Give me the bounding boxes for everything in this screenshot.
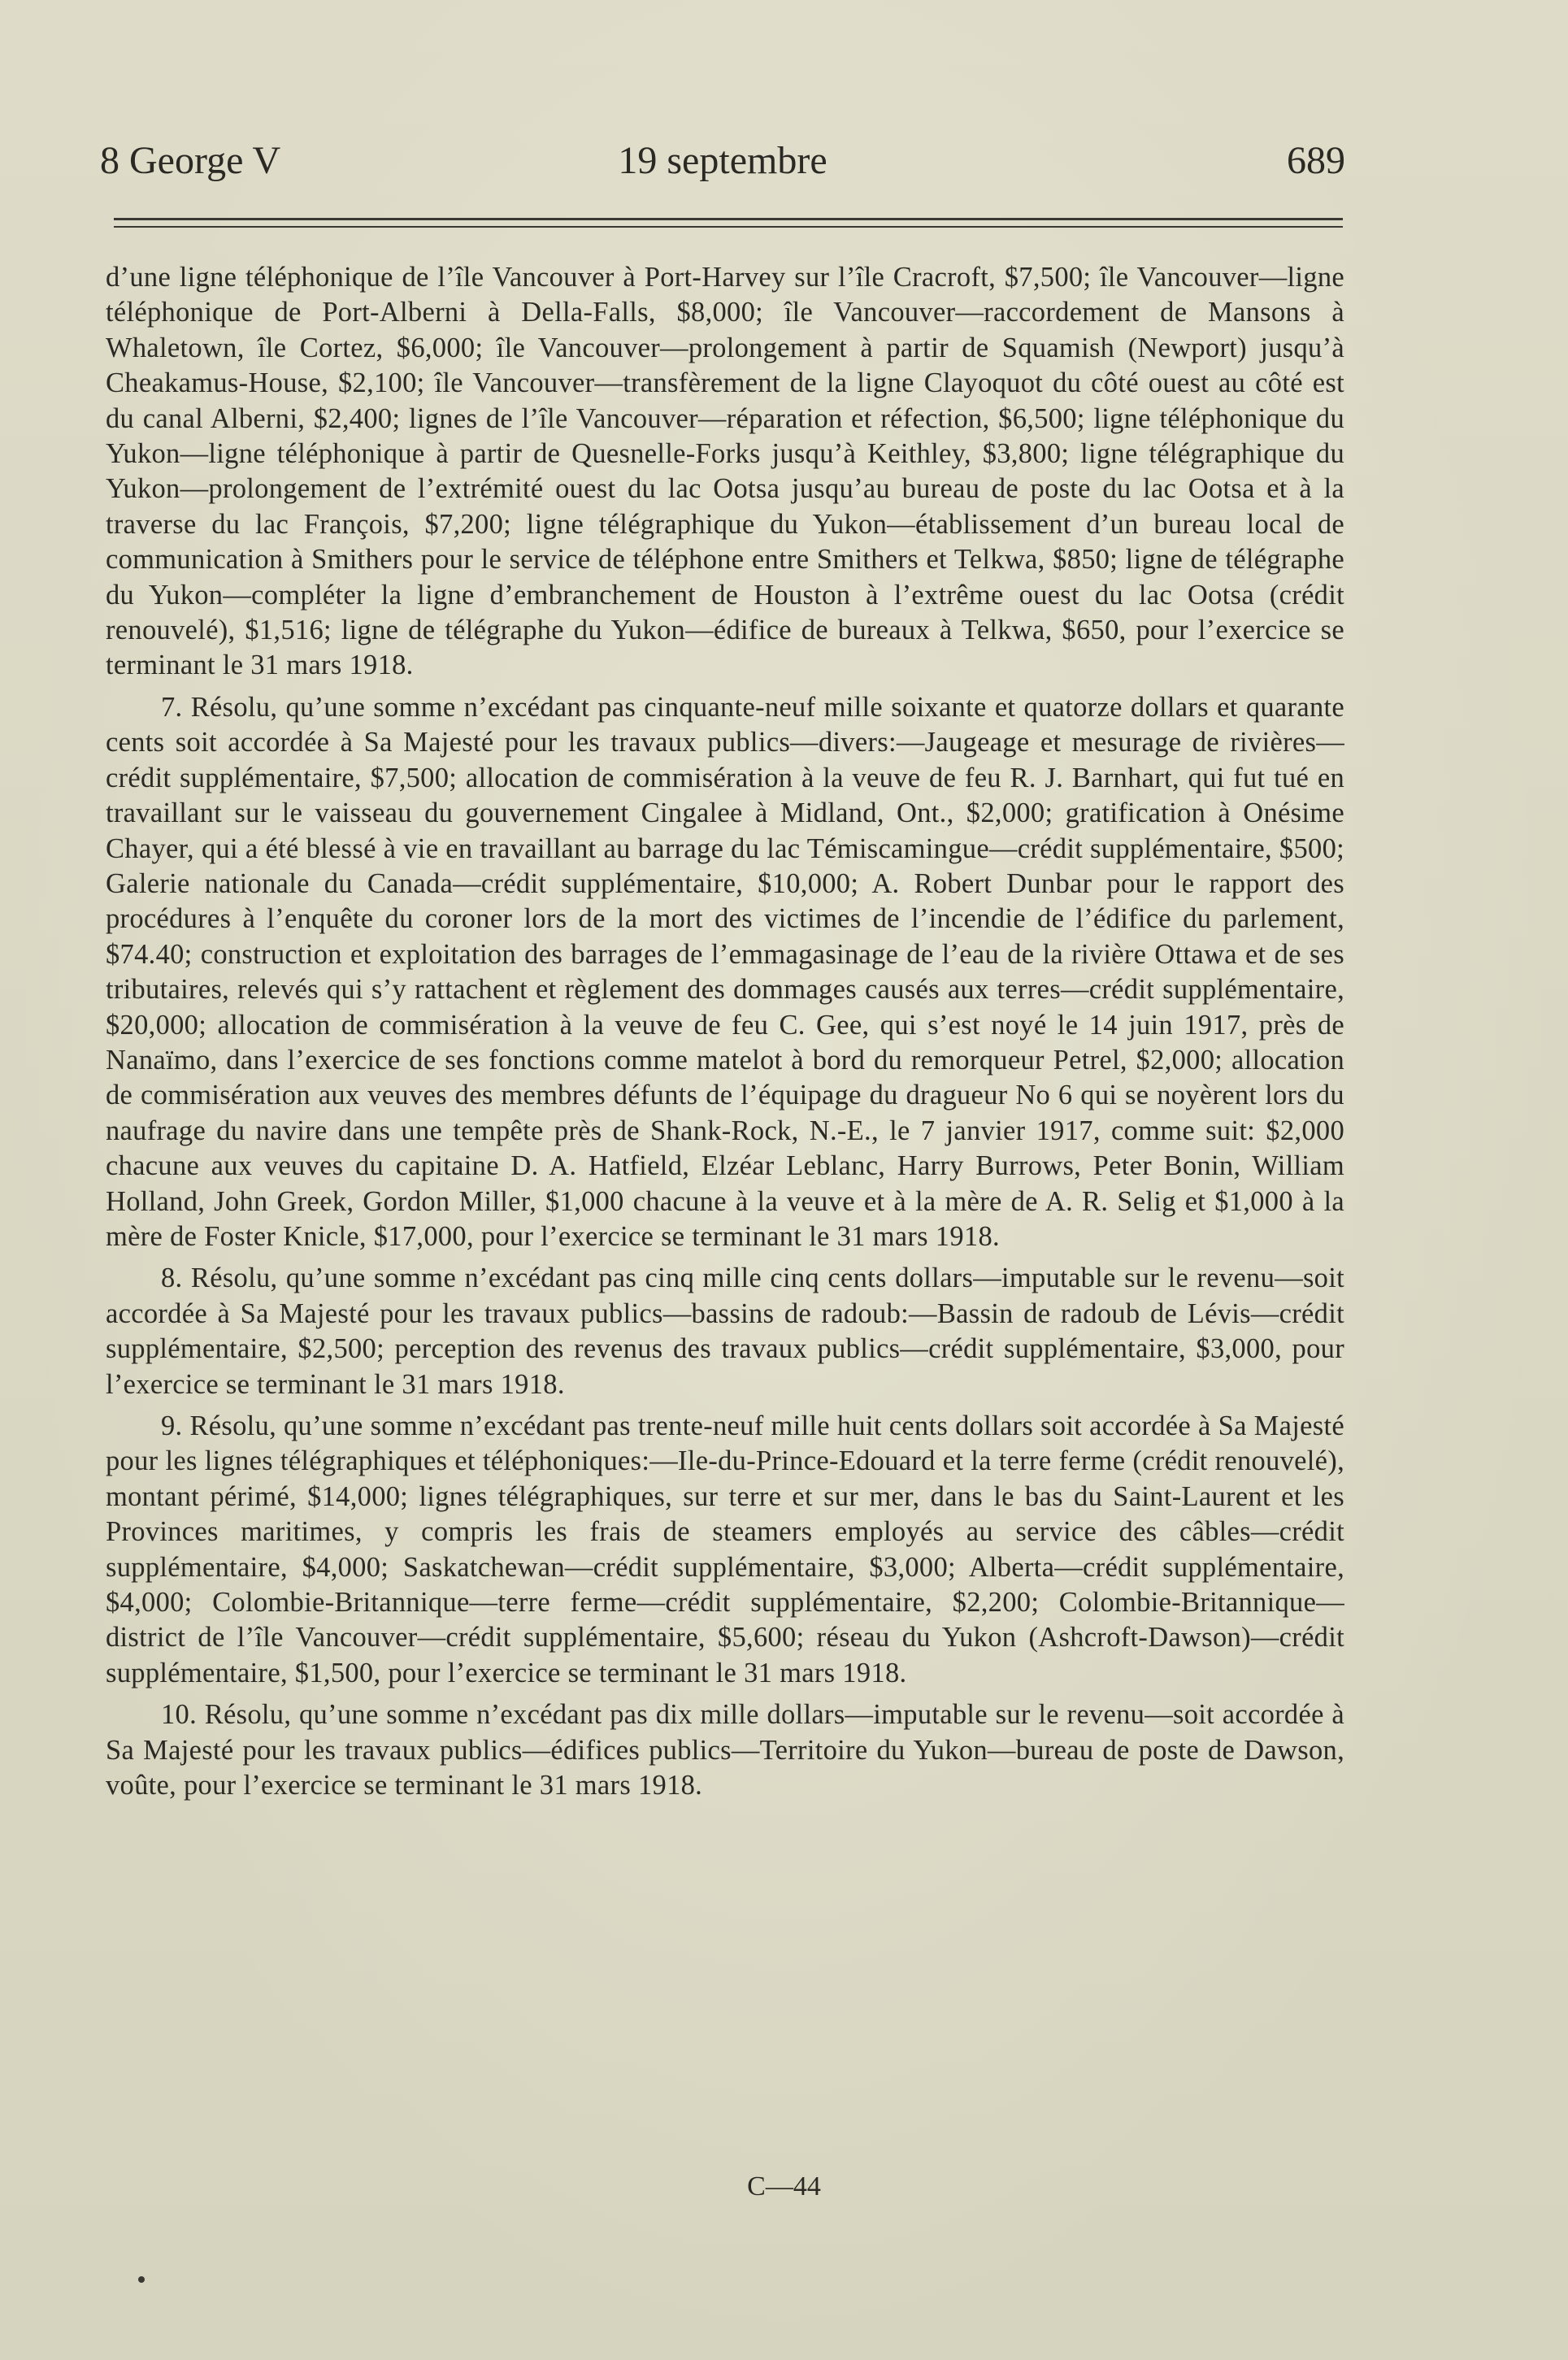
paragraph-resolution-10: 10. Résolu, qu’une somme n’excédant pas dix mille dollars—imputable sur le revenu—soit accordée à Sa Majesté pour les travaux publics—édifices publics—Territoire du Yukon—bureau de poste de Dawson, voûte, pour l’exercice se terminant le 31 mars 1918. xyxy=(106,1699,1344,1802)
page-body xyxy=(106,260,1344,1803)
paragraph-resolution-7: 7. Résolu, qu’une somme n’excédant pas cinquante-neuf mille soixante et quatorze dollars et quarante cents soit accordée à Sa Majesté pour les travaux publics—divers:—Jaugeage et mesurage de rivières—crédit supplémentaire, $7,500; allocation de commisération à la veuve de feu R. J. Barnhart, qui fut tué en travaillant sur le vaisseau du gouvernement Cingalee à Midland, Ont., $2,000; gratification à Onésime Chayer, qui a été blessé à vie en travaillant au barrage du lac Témiscamingue—crédit supplémentaire, $500; Galerie nationale du Canada—crédit supplémentaire, $10,000; A. Robert Dunbar pour le rapport des procédures à l’enquête du coroner lors de la mort des victimes de l’incendie de l’édifice du parlement, $74.40; construction et exploitation des barrages de l’emmagasinage de l’eau de la rivière Ottawa et de ses tributaires, relevés qui s’y rattachent et règlement des dommages causés aux terres—crédit supplémentaire, $20,000; allocation de commisération à la veuve de feu C. Gee, qui s’est noyé le 14 juin 1917, près de Nanaïmo, dans l’exercice de ses fonctions comme matelot à bord du remorqueur Petrel, $2,000; allocation de commisération aux veuves des membres défunts de l’équipage du dragueur No 6 qui se noyèrent lors du naufrage du navire dans une tempête près de Shank-Rock, N.-E., le 7 janvier 1917, comme suit: $2,000 chacune aux veuves du capitaine D. A. Hatfield, Elzéar Leblanc, Harry Burrows, Peter Bonin, William Holland, John Greek, Gordon Miller, $1,000 chacune à la veuve et à la mère de A. R. Selig et $1,000 à la mère de Foster Knicle, $17,000, pour l’exercice se terminant le 31 mars 1918. xyxy=(106,691,1344,1252)
header-session: 8 George V xyxy=(100,139,281,182)
paragraph-continued: d’une ligne téléphonique de l’île Vancouver à Port-Harvey sur l’île Cracroft, $7,500; île Vancouver—ligne téléphonique de Port-Alberni à Della-Falls, $8,000; île Vancouver—raccordement de Mansons à Whaletown, île Cortez, $6,000; île Vancouver—prolongement à partir de Squamish (Newport) jusqu’à Cheakamus-House, $2,100; île Vancouver—transfèrement de la ligne Clayoquot du côté ouest au côté est du canal Alberni, $2,400; lignes de l’île Vancouver—réparation et réfection, $6,500; ligne téléphonique du Yukon—ligne téléphonique à partir de Quesnelle-Forks jusqu’à Keithley, $3,800; ligne télégraphique du Yukon—prolongement de l’extrémité ouest du lac Ootsa jusqu’au bureau de poste du lac Ootsa et à la traverse du lac François, $7,200; ligne télégraphique du Yukon—établissement d’un bureau local de communication à Smithers pour le service de téléphone entre Smithers et Telkwa, $850; ligne de télégraphe du Yukon—compléter la ligne d’embranchement de Houston à l’extrême ouest du lac Ootsa (crédit renouvelé), $1,516; ligne de télégraphe du Yukon—édifice de bureaux à Telkwa, $650, pour l’exercice se terminant le 31 mars 1918. xyxy=(106,262,1344,681)
page-speck xyxy=(138,2276,145,2283)
paragraph-resolution-9: 9. Résolu, qu’une somme n’excédant pas trente-neuf mille huit cents dollars soit accordée à Sa Majesté pour les lignes télégraphiques et téléphoniques:—Ile-du-Prince-Edouard et la terre ferme (crédit renouvelé), montant périmé, $14,000; lignes télégraphiques, sur terre et sur mer, dans le bas du Saint-Laurent et les Provinces maritimes, y compris les frais de steamers employés au service des câbles—crédit supplémentaire, $4,000; Saskatchewan—crédit supplémentaire, $3,000; Alberta—crédit supplémentaire, $4,000; Colombie-Britannique—terre ferme—crédit supplémentaire, $2,200; Colombie-Britannique—district de l’île Vancouver—crédit supplémentaire, $5,600; réseau du Yukon (Ashcroft-Dawson)—crédit supplémentaire, $1,500, pour l’exercice se terminant le 31 mars 1918. xyxy=(106,1410,1344,1689)
header-rule-bottom xyxy=(114,226,1343,228)
page-number: 689 xyxy=(1287,139,1345,182)
header-rule-top xyxy=(114,218,1343,220)
header-date: 19 septembre xyxy=(618,139,827,182)
paragraph-resolution-8: 8. Résolu, qu’une somme n’excédant pas cinq mille cinq cents dollars—imputable sur le revenu—soit accordée à Sa Majesté pour les travaux publics—bassins de radoub:—Bassin de radoub de Lévis—crédit supplémentaire, $2,500; perception des revenus des travaux publics—crédit supplémentaire, $3,000, pour l’exercice se terminant le 31 mars 1918. xyxy=(106,1263,1344,1400)
page-header xyxy=(100,137,1345,185)
signature-mark: C—44 xyxy=(747,2171,821,2201)
